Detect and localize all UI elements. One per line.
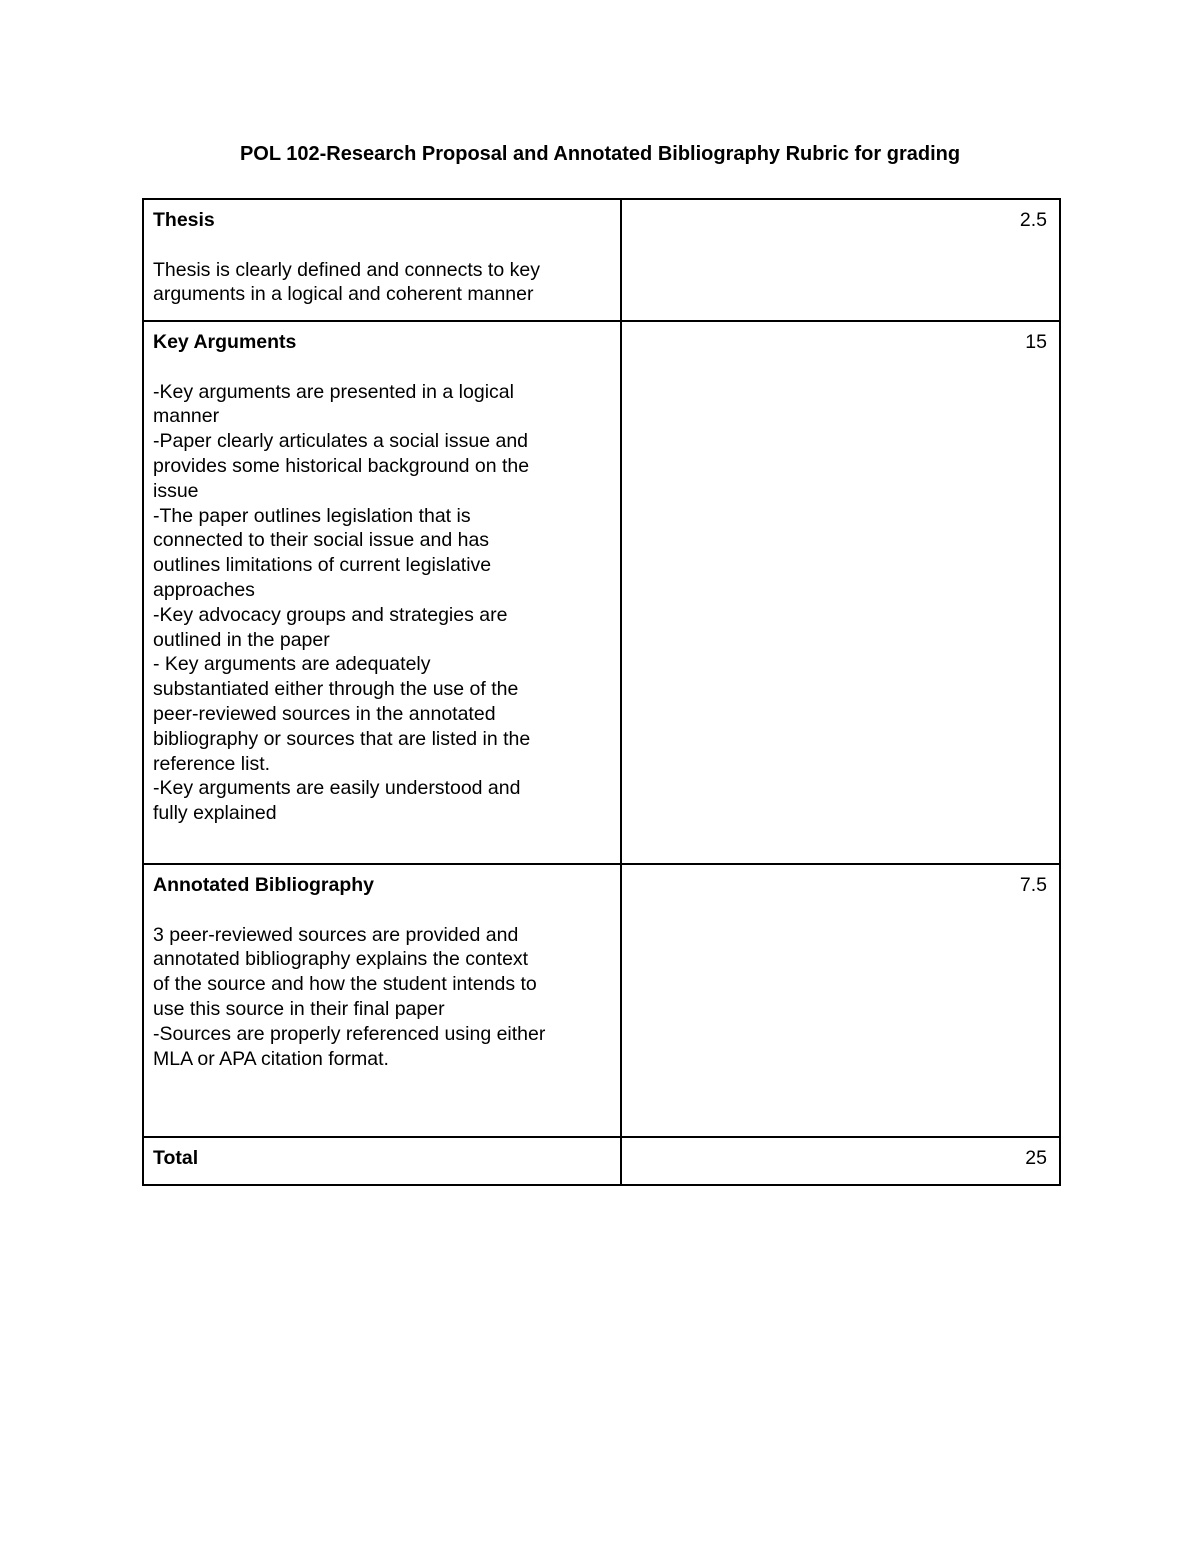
rubric-table bbox=[142, 198, 1061, 1186]
criterion-text: reference list. bbox=[153, 752, 271, 775]
criterion-text: outlines limitations of current legislative bbox=[153, 554, 492, 577]
criterion-text: approaches bbox=[153, 578, 255, 601]
criterion-text: arguments in a logical and coherent manner bbox=[153, 283, 534, 306]
points-value: 2.5 bbox=[1019, 209, 1047, 231]
criterion-text: use this source in their final paper bbox=[153, 997, 445, 1020]
criterion-text: -Sources are properly referenced using either bbox=[153, 1022, 546, 1045]
criterion-text: -Key arguments are easily understood and bbox=[153, 777, 521, 800]
criterion-cell-key-arguments bbox=[143, 321, 621, 864]
page-title: POL 102-Research Proposal and Annotated Bibliography Rubric for grading bbox=[239, 143, 961, 165]
points-cell-annotated-bibliography bbox=[621, 864, 1060, 1137]
points-cell-thesis bbox=[621, 199, 1060, 321]
criterion-text: bibliography or sources that are listed in the bbox=[153, 727, 531, 750]
criterion-text: - Key arguments are adequately bbox=[153, 653, 431, 676]
criterion-text: -The paper outlines legislation that is bbox=[153, 504, 471, 527]
criterion-cell-annotated-bibliography bbox=[143, 864, 621, 1137]
table-row bbox=[143, 321, 1060, 864]
criterion-text: outlined in the paper bbox=[153, 628, 330, 651]
criterion-text: -Key arguments are presented in a logical bbox=[153, 380, 514, 403]
criterion-title: Thesis bbox=[153, 209, 215, 231]
criterion-text: provides some historical background on the bbox=[153, 454, 530, 477]
total-label-cell bbox=[143, 1137, 621, 1185]
criterion-cell-thesis bbox=[143, 199, 621, 321]
table-row bbox=[143, 1137, 1060, 1185]
criterion-title: Annotated Bibliography bbox=[153, 874, 374, 896]
criterion-text: MLA or APA citation format. bbox=[153, 1047, 389, 1070]
total-points-cell bbox=[621, 1137, 1060, 1185]
criterion-text: -Paper clearly articulates a social issue and bbox=[153, 430, 529, 453]
criterion-text: -Key advocacy groups and strategies are bbox=[153, 603, 508, 626]
points-value: 7.5 bbox=[1019, 874, 1047, 896]
criterion-text: issue bbox=[153, 479, 199, 502]
total-label: Total bbox=[153, 1147, 199, 1169]
total-points-value: 25 bbox=[1025, 1147, 1047, 1169]
points-cell-key-arguments bbox=[621, 321, 1060, 864]
table-row bbox=[143, 864, 1060, 1137]
criterion-text: fully explained bbox=[153, 802, 277, 825]
table-row bbox=[143, 199, 1060, 321]
criterion-title: Key Arguments bbox=[153, 331, 297, 353]
criterion-text: manner bbox=[153, 405, 220, 428]
criterion-text: annotated bibliography explains the context bbox=[153, 948, 529, 971]
criterion-text: connected to their social issue and has bbox=[153, 529, 490, 552]
criterion-text: peer-reviewed sources in the annotated bbox=[153, 702, 496, 725]
criterion-text: 3 peer-reviewed sources are provided and bbox=[153, 923, 519, 946]
criterion-text: of the source and how the student intends to bbox=[153, 973, 537, 996]
points-value: 15 bbox=[1025, 331, 1047, 353]
criterion-text: Thesis is clearly defined and connects to key bbox=[153, 258, 540, 281]
criterion-text: substantiated either through the use of the bbox=[153, 678, 519, 701]
